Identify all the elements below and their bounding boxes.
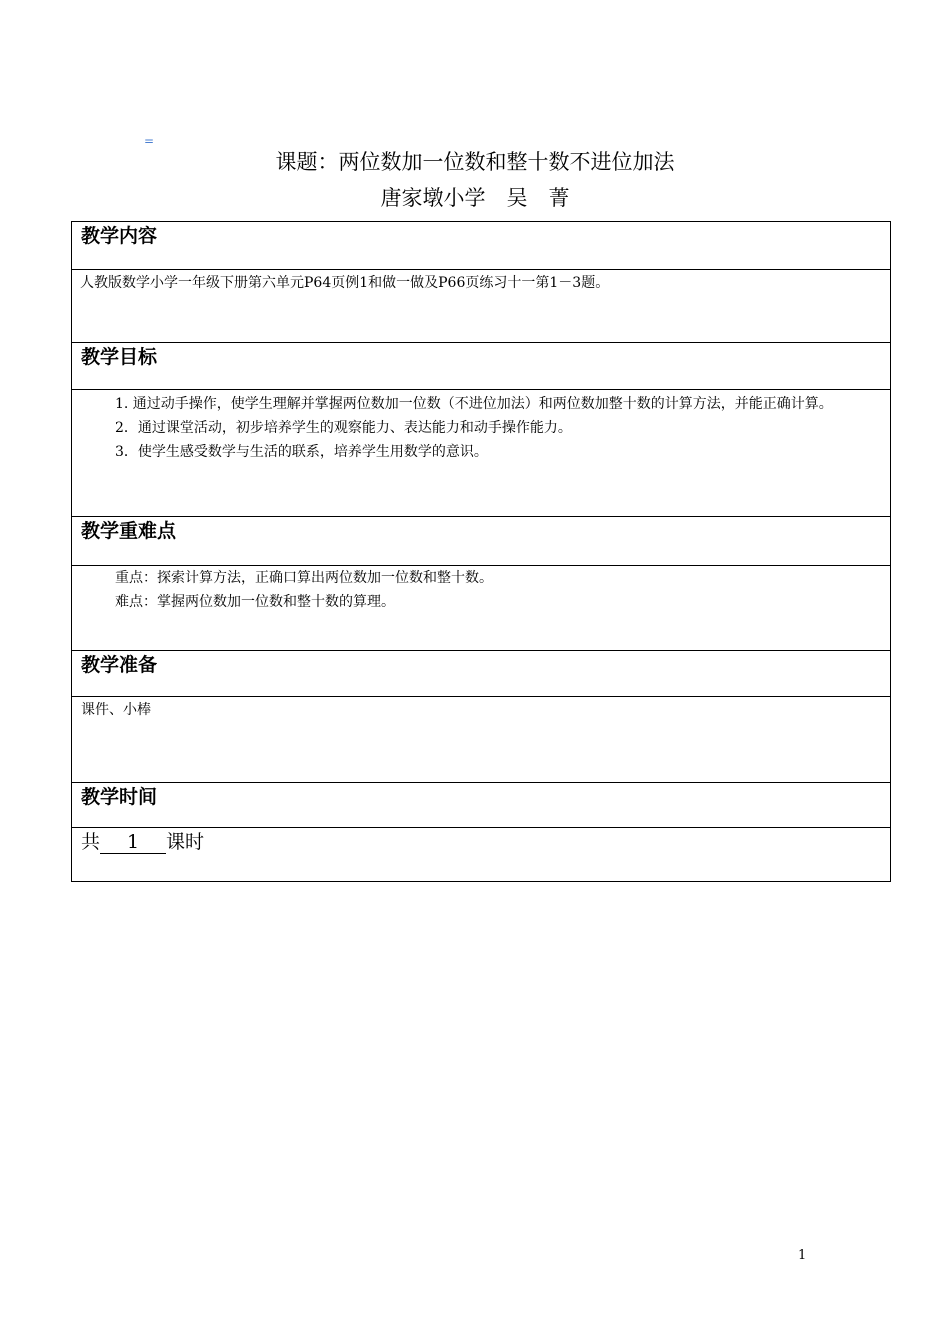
section-heading: 教学准备 — [72, 651, 891, 697]
lesson-title: 课题：两位数加一位数和整十数不进位加法 — [275, 150, 675, 174]
section-heading: 教学目标 — [72, 343, 891, 390]
goal-item: 1. 通过动手操作，使学生理解并掌握两位数加一位数（不进位加法）和两位数加整十数的计算方法，并能正确计算。 — [115, 396, 833, 412]
section-body-time — [72, 828, 891, 882]
section-body-key-points — [72, 566, 891, 651]
section-body-preparation — [72, 697, 891, 783]
author-line: 唐家墩小学 吴 菁 — [380, 186, 570, 210]
page-number: 1 — [798, 1248, 807, 1263]
goal-item: 3．使学生感受数学与生活的联系，培养学生用数学的意识。 — [115, 444, 488, 460]
section-header-time — [72, 783, 891, 828]
preparation-text: 课件、小棒 — [72, 697, 891, 783]
section-header-preparation — [72, 651, 891, 697]
section-header-goals — [72, 343, 891, 390]
lesson-plan-table — [71, 221, 891, 882]
blue-mark: = — [144, 134, 155, 148]
time-prefix: 共 — [81, 831, 101, 853]
focus-point: 重点：探索计算方法，正确口算出两位数加一位数和整十数。 — [115, 570, 493, 586]
difficulty-point: 难点：掌握两位数加一位数和整十数的算理。 — [115, 594, 395, 610]
goal-item: 2．通过课堂活动，初步培养学生的观察能力、表达能力和动手操作能力。 — [115, 420, 572, 436]
section-header-key-points — [72, 517, 891, 566]
section-heading: 教学时间 — [72, 783, 891, 828]
time-value: 1 — [100, 831, 166, 854]
section-heading: 教学内容 — [72, 222, 891, 270]
content-text: 人教版数学小学一年级下册第六单元P64页例1和做一做及P66页练习十一第1－3题。 — [72, 270, 891, 343]
time-suffix: 课时 — [166, 831, 205, 853]
section-heading: 教学重难点 — [72, 517, 891, 566]
section-header-content — [72, 222, 891, 270]
section-body-goals — [72, 390, 891, 517]
section-body-content — [72, 270, 891, 343]
